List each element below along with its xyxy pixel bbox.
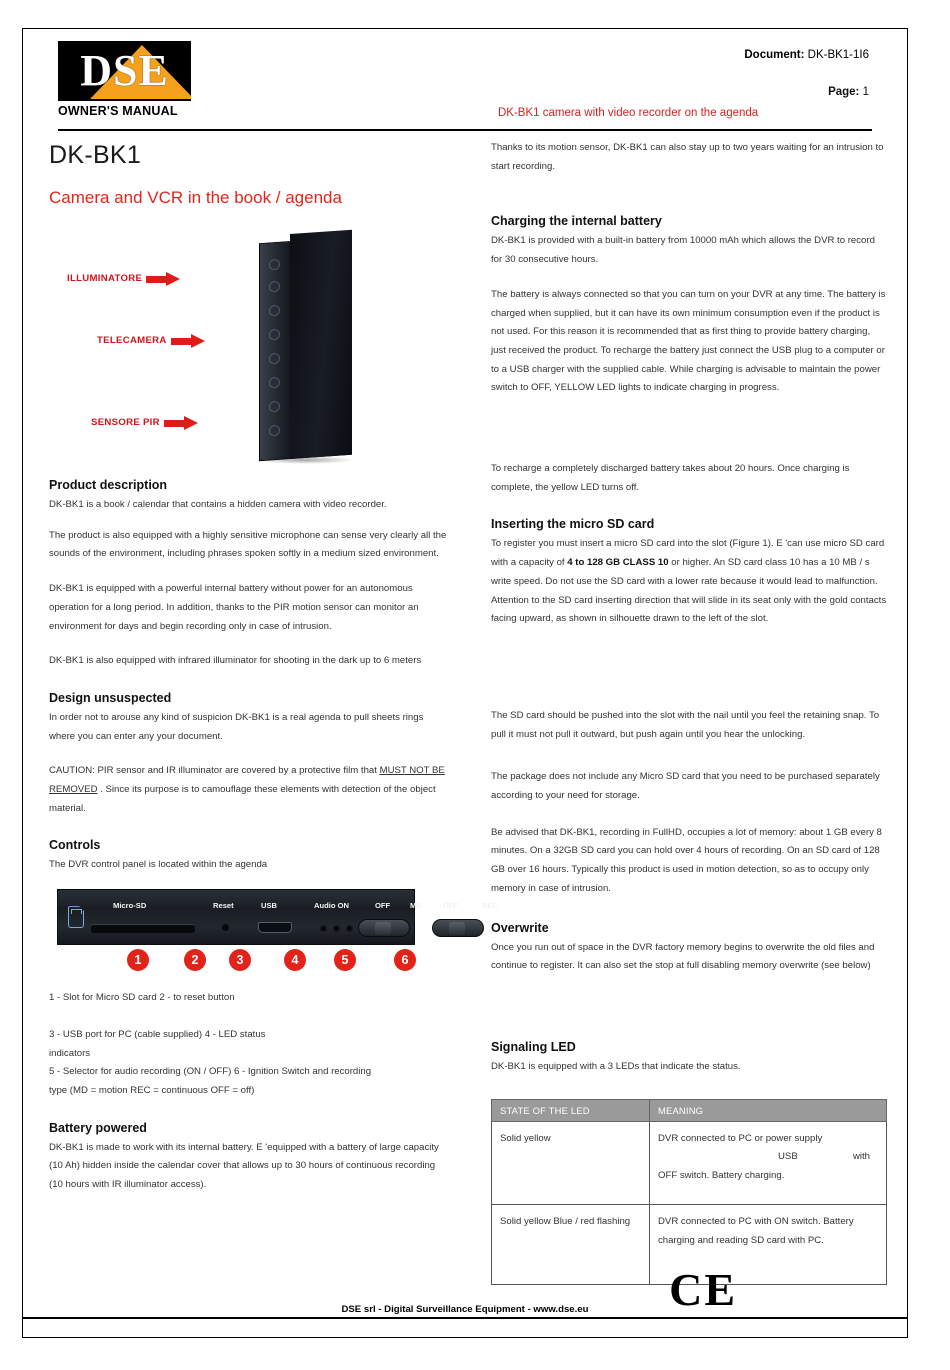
caution-pre: CAUTION: PIR sensor and IR illuminator are covered by a protective film that (49, 765, 380, 777)
paragraph: DK-BK1 is also equipped with infrared illuminator for shooting in the dark up to 6 meters (49, 655, 422, 667)
page-value: 1 (862, 86, 869, 98)
badge-6: 6 (394, 949, 416, 971)
sdcard-capacity-bold: 4 to 128 GB CLASS 10 (567, 557, 669, 569)
paragraph: In order not to arouse any kind of suspicion DK-BK1 is a real agenda to pull sheets rings where you can enter any your document. (49, 711, 424, 742)
page-number-line (828, 86, 869, 98)
panel-label-microsd: Micro-SD (113, 901, 147, 911)
panel-label-off-1: OFF (375, 901, 391, 911)
cell-state: Solid yellow (492, 1121, 650, 1204)
battery-heading: Battery powered (49, 1120, 147, 1135)
panel-label-reset: Reset (213, 901, 234, 911)
right-column (491, 137, 887, 1285)
section-sdcard (491, 517, 887, 898)
product-book-spine (260, 242, 290, 460)
paragraph: DK-BK1 is a book / calendar that contains a hidden camera with video recorder. (49, 499, 387, 510)
header-divider (58, 129, 872, 131)
caution-post: . Since its purpose is to camouflage these elements with detection of the object material. (49, 784, 436, 814)
table-header-state: STATE OF THE LED (492, 1099, 650, 1121)
control-panel (57, 889, 499, 945)
controls-legend-line-2: 3 - USB port for PC (cable supplied) 4 - LED status (49, 1028, 266, 1040)
footer-divider (23, 1317, 907, 1319)
arrow-right-icon (164, 416, 198, 429)
callout-badges (49, 947, 449, 977)
badge-1: 1 (127, 949, 149, 971)
caution-underlined: MUST NOT BE REMOVED (49, 765, 445, 796)
overwrite-heading: Overwrite (491, 920, 549, 935)
callout-label: SENSORE PIR (91, 417, 160, 428)
paragraph: The package does not include any Micro SD card that you need to be purchased separately according to your need for storage. (491, 771, 880, 802)
logo-letter-d: D (80, 46, 113, 95)
footer-text: DSE srl - Digital Surveillance Equipment - www.dse.eu (341, 1304, 589, 1315)
usb-port[interactable] (258, 922, 292, 933)
ce-mark-icon: CE (669, 1264, 737, 1315)
paragraph: The SD card should be pushed into the slot with the nail until you feel the retaining snap. To pull it must not pull it outward, but push again until you hear the unlocking. (491, 709, 880, 740)
arrow-right-icon (146, 272, 180, 285)
paragraph: DK-BK1 is equipped with a powerful internal battery without power for an autonomous operation for a long period. In addition, thanks to the PIR motion sensor can monitor an environment for days and begin recording only in case of intrusion. (49, 583, 419, 632)
meaning-with: with (852, 1151, 870, 1163)
logo-letter-e: E (138, 46, 169, 95)
sdcard-post: or higher. An SD card class 10 has a 10 MB / s write speed. Do not use the SD card with a lower rate because it would lead to malfunction. Attention to the SD card inserting direction that will slide in its seat only with the gold contacts facing upward, as shown in silhouette drawn to the left of the slot. (491, 557, 887, 625)
paragraph: DK-BK1 is made to work with its internal battery. E 'equipped with a battery of large capacity (10 Ah) hidden inside the calendar cover that allows up to 30 hours of continuous recording (10 hours with IR illuminator access). (49, 1141, 439, 1191)
section-controls (49, 838, 499, 1100)
cell-state: Solid yellow Blue / red flashing (492, 1204, 650, 1284)
logo-mark (58, 41, 191, 101)
panel-label-audio-on: Audio ON (314, 901, 350, 911)
logo-letter-s: S (112, 46, 139, 95)
audio-switch[interactable] (358, 919, 410, 937)
section-signaling (491, 1040, 887, 1285)
page-title: DK-BK1 (49, 141, 142, 169)
control-panel-photo (49, 889, 499, 979)
callout-illuminatore (67, 272, 180, 285)
callout-sensore-pir (91, 416, 198, 429)
power-mode-switch[interactable] (432, 919, 484, 937)
meaning-line-1: DVR connected to PC or power supply (658, 1132, 823, 1144)
document-id-line (744, 49, 869, 61)
paragraph: The product is also equipped with a highly sensitive microphone can sense very clearly all the sounds of the environment, including phrases spoken softly in a medium sized environment. (49, 529, 447, 560)
paragraph: DK-BK1 is provided with a built-in battery from 10000 mAh which allows the DVR to record for 30 consecutive hours. (491, 235, 875, 266)
led-indicators (320, 925, 353, 932)
panel-label-off-2: OFF (443, 901, 459, 911)
page-subtitle: Camera and VCR in the book / agenda (49, 188, 342, 207)
logo-letters (58, 41, 191, 101)
signaling-heading: Signaling LED (491, 1039, 576, 1054)
owners-manual-label: OWNER'S MANUAL (58, 104, 178, 118)
panel-label-rec: REC (482, 901, 499, 911)
sdcard-pre: To register you must insert a micro SD card into the slot (Figure 1). E 'can use micro SD card with a capacity of (491, 538, 885, 569)
callout-telecamera (97, 334, 205, 347)
sdcard-paragraph-1 (491, 535, 887, 629)
controls-intro: The DVR control panel is located within the agenda (49, 859, 268, 871)
section-design (49, 691, 449, 819)
paragraph: The battery is always connected so that you can turn on your DVR at any time. The battery is charged when supplied, but it can have its own minimum consumption even if the product is not used. For this reason it is recommended that as first thing to provide battery charging, just received the product. To recharge the battery just connect the USB plug to a computer or to a USB charger with the supplied cable. While charging is advisable to maintain the power switch to OFF, YELLOW LED lights to indicate charging in progress. (491, 288, 886, 394)
charging-heading: Charging the internal battery (491, 214, 662, 229)
callout-label: ILLUMINATORE (67, 273, 143, 284)
cell-meaning (650, 1121, 887, 1204)
meaning-line-1: DVR connected to PC with ON switch. Battery charging and reading SD card with PC. (658, 1215, 854, 1246)
page-header (23, 29, 907, 129)
controls-legend-line-5: type (MD = motion REC = continuous OFF = off) (49, 1084, 255, 1096)
header-subtitle: DK-BK1 camera with video recorder on the agenda (498, 107, 759, 119)
arrow-right-icon (171, 334, 205, 347)
paragraph: Once you run out of space in the DVR factory memory begins to overwrite the old files and continue to register. It can also set the stop at full disabling memory overwrite (see below) (491, 941, 875, 972)
section-product-description (49, 478, 449, 671)
product-book-cover (290, 230, 352, 459)
caution-paragraph (49, 762, 449, 818)
section-battery (49, 1121, 449, 1195)
callout-label: TELECAMERA (97, 335, 167, 346)
table-header-meaning: MEANING (650, 1099, 887, 1121)
sdcard-heading: Inserting the micro SD card (491, 517, 655, 532)
meaning-usb: USB (778, 1151, 798, 1163)
document-value: DK-BK1-1I6 (807, 49, 869, 61)
document-page (22, 28, 908, 1338)
product-description-heading: Product description (49, 478, 168, 492)
table-row (492, 1121, 887, 1204)
badge-3: 3 (229, 949, 251, 971)
left-column (49, 137, 499, 1211)
brand-logo (58, 41, 213, 118)
controls-legend-line-1: 1 - Slot for Micro SD card 2 - to reset button (49, 992, 235, 1004)
section-overwrite (491, 921, 887, 976)
section-charging (491, 214, 887, 497)
controls-heading: Controls (49, 838, 101, 853)
badge-5: 5 (334, 949, 356, 971)
reset-button[interactable] (222, 924, 229, 931)
product-shadow (255, 456, 355, 464)
badge-2: 2 (184, 949, 206, 971)
signaling-intro: DK-BK1 is equipped with a 3 LEDs that indicate the status. (491, 1060, 741, 1072)
led-status-table (491, 1099, 887, 1286)
table-header-row (492, 1099, 887, 1121)
controls-legend-line-4: 5 - Selector for audio recording (ON / OFF) 6 - Ignition Switch and recording (49, 1066, 372, 1078)
design-heading: Design unsuspected (49, 690, 172, 705)
product-photo (49, 234, 449, 478)
meaning-line-3: OFF switch. Battery charging. (658, 1170, 785, 1182)
panel-label-md: MD (410, 901, 422, 911)
document-label: Document: (744, 49, 805, 61)
microsd-slot[interactable] (91, 924, 195, 933)
paragraph: Be advised that DK-BK1, recording in FullHD, occupies a lot of memory: about 1 GB every 8 minutes. On a 32GB SD card you can hold over 4 hours of recording. On an SD card of 128 GB over 16 hours. Typically this product is used in motion detection, so as to occupy only memory in case of intrusion. (491, 826, 882, 894)
badge-4: 4 (284, 949, 306, 971)
paragraph: To recharge a completely discharged battery takes about 20 hours. Once charging is complete, the yellow LED turns off. (491, 463, 850, 493)
meaning-line-2 (658, 1148, 878, 1167)
sd-card-icon (68, 906, 84, 928)
controls-legend-line-3: indicators (49, 1047, 91, 1059)
intro-paragraph: Thanks to its motion sensor, DK-BK1 can also stay up to two years waiting for an intrusion to start recording. (491, 142, 884, 172)
page-label: Page: (828, 86, 860, 98)
product-book-body (259, 237, 351, 461)
panel-label-usb: USB (261, 901, 278, 911)
